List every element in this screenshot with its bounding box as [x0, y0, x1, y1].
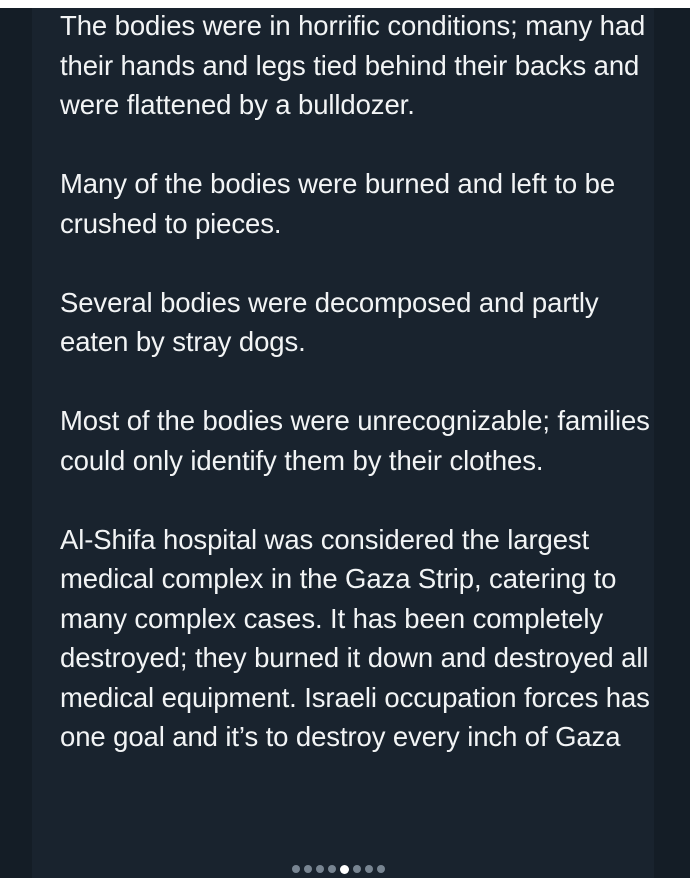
page-dot[interactable] [328, 865, 336, 873]
post-paragraph-4: Most of the bodies were unrecognizable; families could only identify them by their clothes. [60, 405, 650, 476]
post-paragraph-1: The bodies were in horrific conditions; many had their hands and legs tied behind their backs and were flattened by a bulldozer. [60, 10, 646, 120]
page-dot[interactable] [316, 865, 324, 873]
page-dot-active[interactable] [340, 865, 349, 874]
post-paragraph-5: Al-Shifa hospital was considered the largest medical complex in the Gaza Strip, catering to many complex cases. It has been completely destroyed; they burned it down and destroyed all medical equipment. Israeli occupation forces has one goal and it’s to destroy every inch of Gaza [60, 523, 650, 752]
page-dot[interactable] [304, 865, 312, 873]
post-text [60, 6, 652, 757]
page-indicator[interactable] [292, 863, 385, 875]
post-paragraph-2: Many of the bodies were burned and left to be crushed to pieces. [60, 168, 616, 239]
page-dot[interactable] [353, 865, 361, 873]
post-paragraph-3: Several bodies were decomposed and partly eaten by stray dogs. [60, 286, 599, 357]
page-dot[interactable] [292, 865, 300, 873]
page-dot[interactable] [365, 865, 373, 873]
page-dot[interactable] [377, 865, 385, 873]
